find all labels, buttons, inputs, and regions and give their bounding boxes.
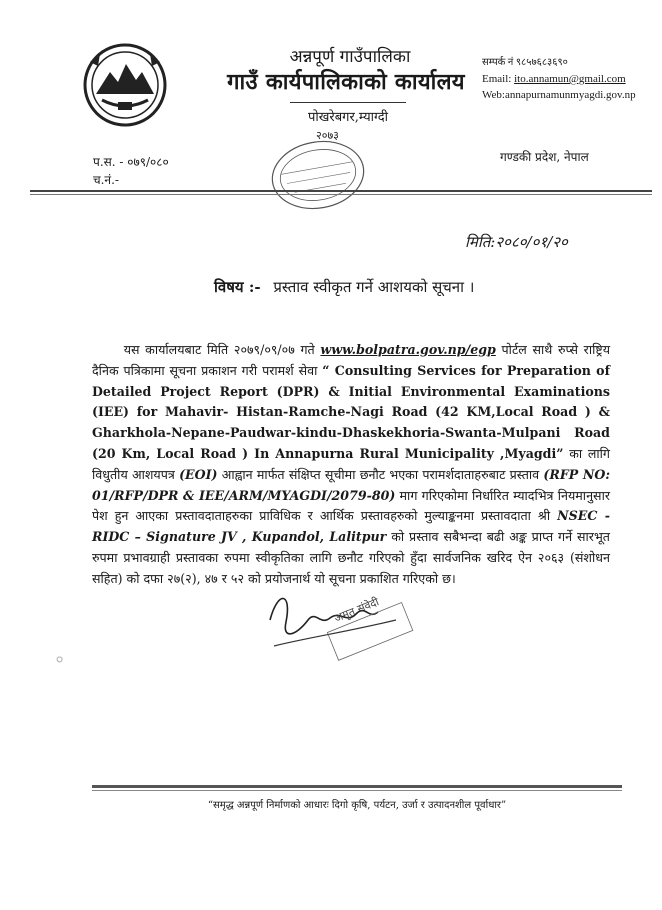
- body-text-2: पोर्टल साथै रुप्से राष्ट्रिय दैनिक पत्रिकामा सूचना प्रकाशन गरी परामर्श सेवा: [92, 342, 611, 378]
- established-year: २०७३: [316, 129, 339, 142]
- contact-website[interactable]: Web:annapurnamunmyagdi.gov.np: [482, 89, 636, 101]
- project-title: “ Consulting Services for Preparation of Detailed Project Report (DPR) & Initial Environmental Examinations (IEE) for Mahavir- Histan-Ramche-Nagi Road (42 KM,Local Road ) & Gharkhola-Nepane-Paudwar-kindu-Dhaskekhoria-Swanta-Mulpani Road (20 Km, Local Road ) In Annapurna Rural Municipality ,Myagdi”: [92, 362, 610, 461]
- organization-name: अन्नपूर्ण गाउँपालिका: [289, 47, 411, 67]
- contact-email-label: Email:: [482, 73, 512, 85]
- office-name: गाउँ कार्यपालिकाको कार्यालय: [227, 69, 465, 95]
- letter-subject: [214, 277, 474, 297]
- province-name: गण्डकी प्रदेश, नेपाल: [500, 150, 589, 164]
- letterhead-rule-thin: [30, 194, 652, 195]
- letter-date: मिति:२०८०/०१/२०: [465, 233, 568, 251]
- contact-email-link[interactable]: ito.annamun@gmail.com: [514, 73, 626, 85]
- contact-block: [482, 55, 636, 103]
- government-emblem-logo: [82, 42, 168, 128]
- subject-label: विषय :-: [214, 278, 261, 296]
- office-location: पोखरेबगर,म्याग्दी: [308, 110, 388, 125]
- header-divider: [290, 102, 406, 103]
- subject-text: प्रस्ताव स्वीकृत गर्ने आशयको सूचना ।: [273, 278, 475, 296]
- bidder-name: NSEC - RIDC – Signature JV , Kupandol, Lalitpur: [92, 508, 610, 545]
- eoi-label: (EOI): [179, 466, 218, 482]
- footer-motto: “समृद्ध अन्नपूर्ण निर्माणको आधारः दिगो कृषि, पर्यटन, उर्जा र उत्पादनशील पूर्वाधार”: [207, 800, 507, 811]
- rfp-number: (RFP NO: 01/RFP/DPR & IEE/ARM/MYAGDI/2079-80): [92, 466, 610, 503]
- reference-number: प.स. - ०७९/०८०: [93, 155, 169, 169]
- letter-body: [92, 340, 610, 590]
- margin-mark: ⸰: [55, 650, 65, 669]
- letterhead-rule: [30, 190, 652, 192]
- office-stamp: [262, 130, 373, 220]
- body-text-1: यस कार्यालयबाट मिति २०७९/०९/०७ गते: [123, 342, 315, 357]
- body-paragraph: [92, 340, 610, 590]
- portal-link[interactable]: www.bolpatra.gov.np/egp: [320, 342, 496, 357]
- signature: [256, 580, 426, 675]
- contact-phone: सम्पर्क नं ९८५७६८३६९०: [482, 57, 568, 68]
- footer-rule: [92, 785, 622, 788]
- contact-email-line: [482, 71, 636, 87]
- body-text-4: आह्वान मार्फत संक्षिप्त सूचीमा छनौट भएका परामर्शदाताहरुबाट प्रस्ताव: [221, 466, 540, 482]
- body-text-3: का लागि विधुतीय आशयपत्र: [92, 445, 611, 482]
- dispatch-number: च.नं.-: [93, 173, 119, 187]
- body-text-5: माग गरिएकोमा निर्धारित म्यादभित्र नियमानुसार पेश हुन आएका प्रस्तावदाताहरुका प्राविधिक र आर्थिक प्रस्तावहरुको मुल्याङ्कनमा प्रस्तावदाता श्री: [92, 487, 610, 524]
- footer-rule-thin: [92, 790, 622, 791]
- signer-name: अमृत संवेदी: [332, 595, 381, 625]
- body-text-6: को प्रस्ताव सबैभन्दा बढी अङ्क प्राप्त गर्ने सारभूत रुपमा प्रभावग्राही प्रस्तावका रुपमा स्वीकृतिका लागि छनौट गरिएको हुँदा सार्वजनिक खरिद ऐन २०६३ (संशोधन सहित) को दफा २७(२), ४७ र ५२ को प्रयोजनार्थ यो सूचना प्रकाशित गरिएको छ।: [92, 529, 610, 586]
- reference-block: [93, 153, 169, 189]
